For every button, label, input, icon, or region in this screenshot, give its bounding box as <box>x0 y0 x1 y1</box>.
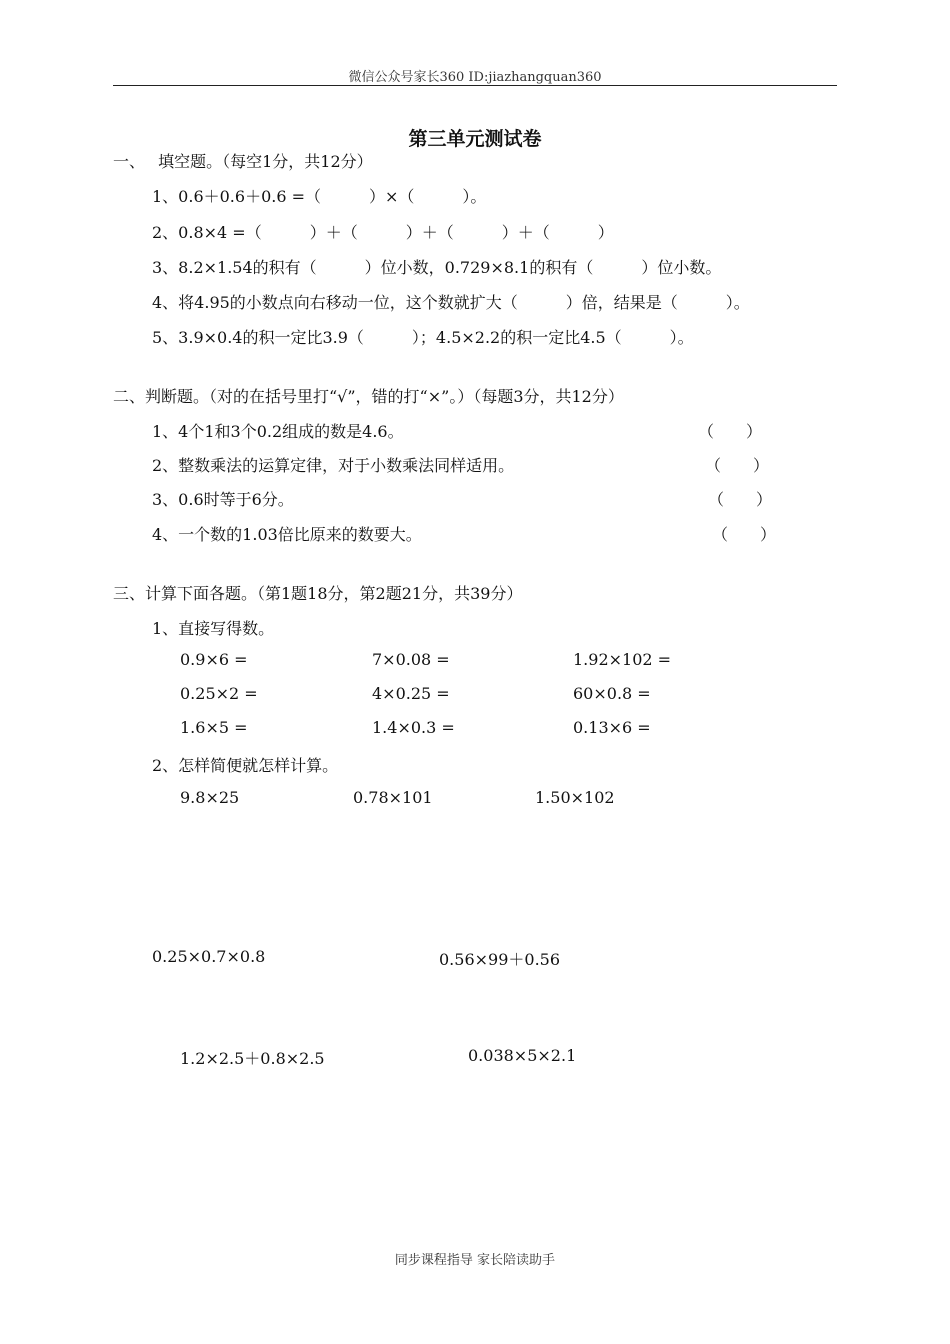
answer-bracket: （ ） <box>708 490 773 509</box>
header-rule <box>113 85 837 86</box>
simplify-problem: 0.56×99＋0.56 <box>439 950 561 969</box>
simplify-problem: 1.50×102 <box>535 788 615 807</box>
sub1-label: 1、直接写得数。 <box>152 619 275 638</box>
section1-heading: 一、 填空题。（每空1分，共12分） <box>113 152 373 171</box>
section2-item: 1、4个1和3个0.2组成的数是4.6。 <box>152 422 404 441</box>
answer-bracket: （ ） <box>712 525 777 544</box>
section1-item: 3、8.2×1.54的积有（ ）位小数，0.729×8.1的积有（ ）位小数。 <box>152 258 722 277</box>
page-footer: 同步课程指导 家长陪读助手 <box>394 1253 556 1268</box>
simplify-problem: 0.038×5×2.1 <box>468 1046 577 1065</box>
answer-bracket: （ ） <box>698 422 763 441</box>
section2-item: 2、整数乘法的运算定律，对于小数乘法同样适用。 <box>152 456 515 475</box>
calc-problem: 1.92×102 = <box>573 650 672 669</box>
simplify-problem: 9.8×25 <box>180 788 240 807</box>
calc-problem: 60×0.8 = <box>573 684 651 703</box>
section1-item: 1、0.6＋0.6＋0.6 =（ ）×（ ）。 <box>152 187 487 206</box>
calc-problem: 4×0.25 = <box>372 684 450 703</box>
section2-heading: 二、判断题。（对的在括号里打“√”，错的打“×”。）（每题3分，共12分） <box>113 387 624 406</box>
page-header: 微信公众号家长360 ID:jiazhangquan360 <box>348 70 602 85</box>
calc-problem: 0.25×2 = <box>180 684 258 703</box>
simplify-problem: 0.25×0.7×0.8 <box>152 947 266 966</box>
section1-item: 4、将4.95的小数点向右移动一位，这个数就扩大（ ）倍，结果是（ ）。 <box>152 293 750 312</box>
section2-item: 4、一个数的1.03倍比原来的数要大。 <box>152 525 422 544</box>
sub2-label: 2、怎样简便就怎样计算。 <box>152 756 339 775</box>
calc-problem: 1.4×0.3 = <box>372 718 455 737</box>
section1-item: 5、3.9×0.4的积一定比3.9（ ）；4.5×2.2的积一定比4.5（ ）。 <box>152 328 694 347</box>
answer-bracket: （ ） <box>705 456 770 475</box>
page-title: 第三单元测试卷 <box>408 128 542 150</box>
calc-problem: 0.13×6 = <box>573 718 651 737</box>
section3-heading: 三、计算下面各题。（第1题18分，第2题21分，共39分） <box>113 584 523 603</box>
section1-item: 2、0.8×4 =（ ）＋（ ）＋（ ）＋（ ） <box>152 223 614 242</box>
calc-problem: 7×0.08 = <box>372 650 450 669</box>
calc-problem: 0.9×6 = <box>180 650 248 669</box>
simplify-problem: 1.2×2.5＋0.8×2.5 <box>180 1049 325 1068</box>
section2-item: 3、0.6时等于6分。 <box>152 490 294 509</box>
calc-problem: 1.6×5 = <box>180 718 248 737</box>
simplify-problem: 0.78×101 <box>353 788 433 807</box>
